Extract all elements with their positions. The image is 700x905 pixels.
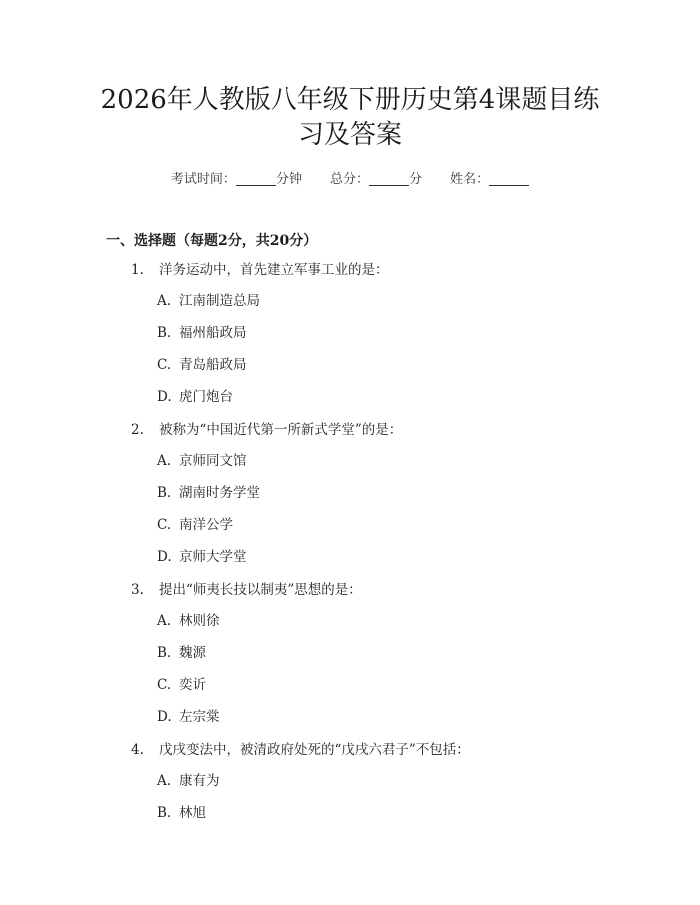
option-text: 林则徐 (179, 613, 220, 629)
document-title-line-1: 2026年人教版八年级下册历史第4课题目练 (100, 85, 600, 115)
question-1-option-c (157, 356, 247, 374)
option-text: 林旭 (179, 805, 206, 821)
total-score-unit: 分 (409, 172, 423, 187)
option-letter: A. (157, 453, 172, 469)
question-2-option-c (157, 516, 233, 534)
question-1-option-d (157, 388, 233, 406)
question-3-option-a (157, 612, 220, 630)
option-text: 左宗棠 (179, 709, 220, 725)
question-3-option-d (157, 708, 220, 726)
question-3 (131, 581, 362, 599)
option-letter: D. (157, 549, 172, 565)
question-2 (131, 421, 402, 439)
question-number: 3. (131, 582, 144, 598)
question-4-option-b (157, 804, 206, 822)
exam-time-field (171, 168, 302, 187)
option-letter: C. (157, 677, 172, 693)
total-score-blank (369, 171, 409, 186)
option-text: 江南制造总局 (179, 293, 260, 309)
question-4 (131, 741, 470, 759)
question-2-option-d (157, 548, 247, 566)
question-1 (131, 261, 389, 279)
exam-time-blank (236, 171, 276, 186)
question-number: 4. (131, 742, 144, 758)
exam-meta-row (0, 168, 700, 187)
question-1-option-b (157, 324, 247, 342)
question-text: 被称为“中国近代第一所新式学堂”的是： (159, 422, 403, 438)
option-text: 湖南时务学堂 (179, 485, 260, 501)
option-letter: C. (157, 517, 172, 533)
option-letter: B. (157, 325, 172, 341)
total-score-label: 总分： (329, 172, 369, 187)
question-text: 洋务运动中，首先建立军事工业的是： (159, 262, 389, 278)
option-letter: B. (157, 485, 172, 501)
question-number: 1. (131, 262, 144, 278)
exam-time-label: 考试时间： (170, 172, 236, 187)
option-letter: B. (157, 805, 172, 821)
question-3-option-b (157, 644, 206, 662)
option-text: 青岛船政局 (179, 357, 247, 373)
option-text: 奕䜣 (179, 677, 206, 693)
document-title-line-2: 习及答案 (297, 120, 402, 150)
question-2-option-a (157, 452, 247, 470)
option-letter: B. (157, 645, 172, 661)
student-name-label: 姓名： (450, 172, 490, 187)
option-letter: D. (157, 389, 172, 405)
student-name-blank (489, 171, 529, 186)
section-heading: 一、选择题（每题2分，共20分） (106, 233, 318, 249)
question-1-option-a (157, 292, 260, 310)
option-letter: C. (157, 357, 172, 373)
option-text: 康有为 (179, 773, 220, 789)
question-text: 提出“师夷长技以制夷”思想的是： (159, 582, 362, 598)
total-score-field (330, 168, 422, 187)
option-text: 南洋公学 (179, 517, 233, 533)
question-text: 戊戌变法中，被清政府处死的“戊戌六君子”不包括： (159, 742, 470, 758)
option-text: 福州船政局 (179, 325, 247, 341)
question-4-option-a (157, 772, 220, 790)
question-2-option-b (157, 484, 260, 502)
question-3-option-c (157, 676, 206, 694)
student-name-field (450, 168, 529, 187)
option-letter: D. (157, 709, 172, 725)
option-text: 京师大学堂 (179, 549, 247, 565)
option-text: 京师同文馆 (179, 453, 247, 469)
question-number: 2. (131, 422, 144, 438)
option-letter: A. (157, 773, 172, 789)
option-text: 魏源 (179, 645, 206, 661)
option-text: 虎门炮台 (179, 389, 233, 405)
exam-time-unit: 分钟 (275, 172, 302, 187)
option-letter: A. (157, 293, 172, 309)
option-letter: A. (157, 613, 172, 629)
